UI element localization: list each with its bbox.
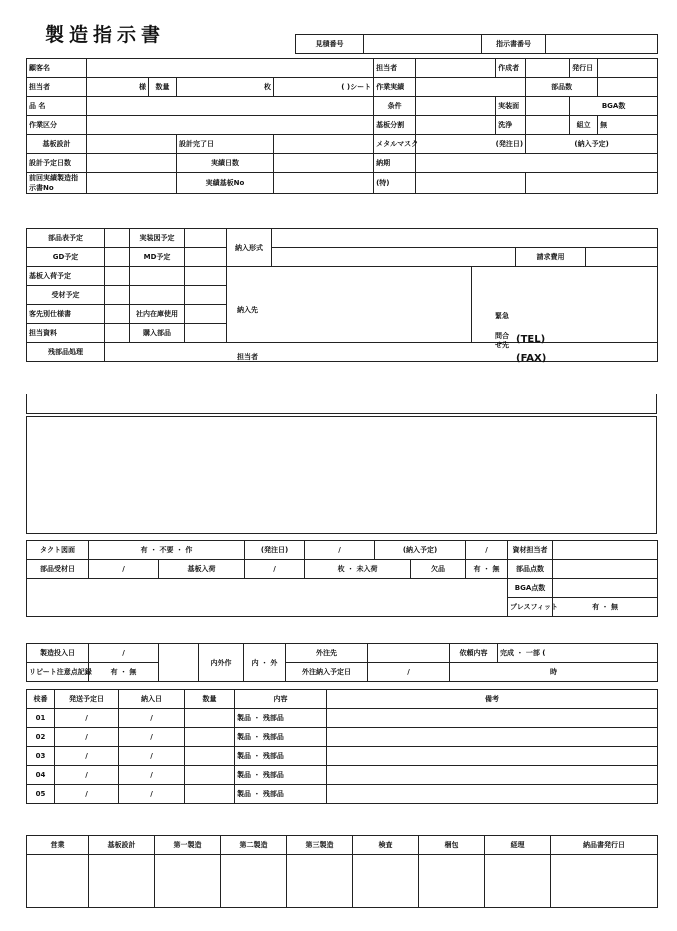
board-arrival-label: 基板入荷予定	[27, 267, 105, 286]
form-title: 製造指示書	[45, 24, 166, 46]
deadline-field[interactable]	[416, 154, 658, 173]
metal-mask-label: メタルマスク	[374, 135, 416, 154]
special-field-1[interactable]	[416, 173, 526, 194]
quantity-field[interactable]	[185, 728, 235, 747]
order-number-label: 指示書番号	[482, 35, 546, 54]
request-options[interactable]: 完成 ・ 一部 (	[498, 644, 658, 663]
stamp-packing[interactable]	[419, 855, 485, 908]
assembly-none[interactable]: 無	[598, 116, 658, 135]
tact-drawing-options[interactable]: 有 ・ 不要 ・ 作	[89, 541, 245, 560]
customer-field[interactable]	[87, 59, 374, 78]
row-number: 02	[27, 728, 55, 747]
previous-order-field[interactable]	[87, 173, 177, 194]
row-number: 05	[27, 785, 55, 804]
product-name-field[interactable]	[87, 97, 374, 116]
cleaning-label: 洗浄	[496, 116, 526, 135]
ship-date-field[interactable]: /	[55, 766, 119, 785]
materials-person-label-2: 資材担当者	[508, 541, 553, 560]
materials-label: 受材予定	[27, 286, 105, 305]
person-field[interactable]	[416, 59, 496, 78]
delivery-date-field[interactable]: /	[119, 709, 185, 728]
board-arrival-field-2[interactable]	[130, 267, 185, 286]
product-name-label: 品 名	[27, 97, 87, 116]
subcontract-delivery-field[interactable]: /	[368, 663, 450, 682]
ship-date-field[interactable]: /	[55, 709, 119, 728]
subcontract-delivery-label: 外注納入予定日	[286, 663, 368, 682]
contact-label: 担当者	[27, 78, 87, 97]
content-options[interactable]: 製品 ・ 残部品	[235, 766, 327, 785]
content-options[interactable]: 製品 ・ 残部品	[235, 747, 327, 766]
materials-person-field[interactable]	[105, 324, 130, 343]
repeat-notes-options[interactable]: 有 ・ 無	[89, 663, 159, 682]
approval-mfg-1: 第一製造	[155, 836, 221, 855]
delivery-date-field[interactable]: /	[119, 728, 185, 747]
board-split-label: 基板分割	[374, 116, 416, 135]
tact-delivery: (納入予定)	[375, 541, 466, 560]
pressfit-options[interactable]: 有 ・ 無	[553, 598, 658, 617]
cleaning-field[interactable]	[526, 116, 570, 135]
creator-field[interactable]	[526, 59, 570, 78]
remarks-field[interactable]	[327, 709, 658, 728]
in-out-options[interactable]: 内 ・ 外	[244, 644, 286, 682]
col-header-delivery-date: 納入日	[119, 690, 185, 709]
sheet-unit: 枚	[177, 78, 274, 97]
tel-label: (TEL)	[516, 334, 546, 345]
materials-field-2[interactable]	[130, 286, 185, 305]
stamp-inspection[interactable]	[353, 855, 419, 908]
quantity-field[interactable]	[185, 747, 235, 766]
parts-list-field[interactable]	[105, 229, 130, 248]
request-label: 依頼内容	[450, 644, 498, 663]
table-row	[27, 785, 658, 804]
board-arrival-sheets[interactable]: 枚 ・ 未入荷	[305, 560, 411, 579]
lower-info-table	[26, 540, 658, 617]
actual-board-field[interactable]	[274, 173, 374, 194]
approval-header-row	[27, 836, 658, 855]
customer-spec-field[interactable]	[105, 305, 130, 324]
middle-schedule-table	[26, 228, 658, 362]
purchased-parts-field[interactable]	[185, 324, 227, 343]
remarks-field[interactable]	[327, 747, 658, 766]
col-header-remarks: 備考	[327, 690, 658, 709]
bga-points-label: BGA点数	[508, 579, 553, 598]
materials-field-3[interactable]	[185, 286, 227, 305]
special-label: (特)	[374, 173, 416, 194]
header-number-table	[295, 34, 658, 54]
approval-sales: 営業	[27, 836, 89, 855]
delivery-destination-label: 納入先	[237, 306, 258, 314]
purchased-parts-label: 購入部品	[130, 324, 185, 343]
materials-person-field-2[interactable]	[553, 541, 658, 560]
col-header-content: 内容	[235, 690, 327, 709]
billing-field[interactable]	[586, 248, 658, 267]
stamp-mfg-1[interactable]	[155, 855, 221, 908]
board-design-label: 基板設計	[27, 135, 87, 154]
delivery-format-label: 納入形式	[227, 229, 272, 267]
quantity-field[interactable]	[185, 709, 235, 728]
subcontractor-field[interactable]	[368, 644, 450, 663]
stamp-mfg-2[interactable]	[221, 855, 287, 908]
production-start-field[interactable]: /	[89, 644, 159, 663]
actual-board-label: 実績基板No	[177, 173, 274, 194]
mount-drawing-label: 実装図予定	[130, 229, 185, 248]
delivery-date-field[interactable]: /	[119, 785, 185, 804]
deadline-label: 納期	[374, 154, 416, 173]
note-line[interactable]	[26, 394, 657, 414]
stamp-mfg-3[interactable]	[287, 855, 353, 908]
md-field[interactable]	[185, 248, 227, 267]
honorific: 様	[87, 78, 149, 97]
design-days-field[interactable]	[87, 154, 177, 173]
materials-field-1[interactable]	[105, 286, 130, 305]
special-field-2[interactable]	[526, 173, 658, 194]
condition-field[interactable]	[416, 97, 496, 116]
part-count-field[interactable]	[598, 78, 658, 97]
parts-list-label: 部品表予定	[27, 229, 105, 248]
subcontractor-label: 外注先	[286, 644, 368, 663]
parts-received-field[interactable]: /	[89, 560, 159, 579]
stamp-board-design[interactable]	[89, 855, 155, 908]
board-split-field[interactable]	[416, 116, 496, 135]
quantity-label: 数量	[149, 78, 177, 97]
board-arrival-label-2: 基板入荷	[159, 560, 245, 579]
table-row	[27, 766, 658, 785]
production-start-extra[interactable]	[159, 644, 199, 682]
approval-board-design: 基板設計	[89, 836, 155, 855]
issue-date-label: 発行日	[570, 59, 598, 78]
delivery-address-area[interactable]	[227, 267, 472, 343]
remarks-field[interactable]	[327, 766, 658, 785]
work-category-field[interactable]	[87, 116, 374, 135]
approval-accounting: 経理	[485, 836, 551, 855]
urgent-label: 緊急	[495, 312, 509, 320]
materials-person-label: 担当資料	[27, 324, 105, 343]
fax-label: (FAX)	[516, 353, 547, 364]
creator-label: 作成者	[496, 59, 526, 78]
upper-info-table	[26, 58, 658, 194]
issue-date-field[interactable]	[598, 59, 658, 78]
design-complete-label: 設計完了日	[177, 135, 274, 154]
inhouse-stock-field[interactable]	[185, 305, 227, 324]
sheet-count: ( )シート	[274, 78, 374, 97]
tact-slash-2[interactable]: /	[466, 541, 508, 560]
delivery-date-field[interactable]: /	[119, 747, 185, 766]
bga-points-field[interactable]	[553, 579, 658, 598]
col-header-branch: 枝番	[27, 690, 55, 709]
delivery-date-field[interactable]: /	[119, 766, 185, 785]
shortage-options[interactable]: 有 ・ 無	[466, 560, 508, 579]
part-points-field[interactable]	[553, 560, 658, 579]
approval-stamp-table	[26, 835, 658, 908]
tact-slash-1[interactable]: /	[305, 541, 375, 560]
row-number: 03	[27, 747, 55, 766]
leftover-parts-label: 残部品処理	[27, 343, 105, 362]
design-days-label: 設計予定日数	[27, 154, 87, 173]
gd-label: GD予定	[27, 248, 105, 267]
tact-drawing-label: タクト図面	[27, 541, 89, 560]
delivery-format-field[interactable]	[272, 229, 658, 248]
delivery-person-label: 担当者	[237, 353, 258, 361]
ship-date-field[interactable]: /	[55, 747, 119, 766]
in-out-label: 内外作	[199, 644, 244, 682]
content-options[interactable]: 製品 ・ 残部品	[235, 709, 327, 728]
work-category-label: 作業区分	[27, 116, 87, 135]
board-arrival-date[interactable]: /	[245, 560, 305, 579]
ship-date-field[interactable]: /	[55, 785, 119, 804]
table-row	[27, 709, 658, 728]
col-header-quantity: 数量	[185, 690, 235, 709]
subcontract-time: 時	[450, 663, 658, 682]
stamp-sales[interactable]	[27, 855, 89, 908]
mount-side-label: 実装面	[496, 97, 526, 116]
quantity-field[interactable]	[185, 766, 235, 785]
leftover-parts-field[interactable]	[105, 343, 658, 362]
items-header-row	[27, 690, 658, 709]
board-arrival-field-3[interactable]	[185, 267, 227, 286]
notes-area[interactable]	[26, 416, 657, 534]
row-number: 01	[27, 709, 55, 728]
stamp-accounting[interactable]	[485, 855, 551, 908]
items-table	[26, 689, 658, 804]
manufacturing-table	[26, 643, 658, 682]
bga-count-label: BGA数	[570, 97, 658, 116]
quote-number-field[interactable]	[364, 35, 482, 54]
quantity-field[interactable]	[185, 785, 235, 804]
board-arrival-field-1[interactable]	[105, 267, 130, 286]
production-start-label: 製造投入日	[27, 644, 89, 663]
content-options[interactable]: 製品 ・ 残部品	[235, 785, 327, 804]
approval-inspection: 検査	[353, 836, 419, 855]
assembly-label: 組立	[570, 116, 598, 135]
remarks-field[interactable]	[327, 728, 658, 747]
md-label: MD予定	[130, 248, 185, 267]
approval-mfg-3: 第三製造	[287, 836, 353, 855]
row-number: 04	[27, 766, 55, 785]
approval-packing: 梱包	[419, 836, 485, 855]
mount-drawing-field[interactable]	[185, 229, 227, 248]
person-label: 担当者	[374, 59, 416, 78]
repeat-notes-label: リピート注意点記録	[27, 663, 89, 682]
metal-mask-delivery: (納入予定)	[526, 135, 658, 154]
pressfit-label: プレスフィット	[508, 598, 553, 617]
billing-label: 請求費用	[516, 248, 586, 267]
actual-days-field[interactable]	[274, 154, 374, 173]
inhouse-stock-label: 社内在庫使用	[130, 305, 185, 324]
table-row	[27, 747, 658, 766]
work-results-label: 作業実績	[374, 78, 416, 97]
approval-mfg-2: 第二製造	[221, 836, 287, 855]
design-complete-field[interactable]	[274, 135, 374, 154]
quote-number-label: 見積番号	[296, 35, 364, 54]
condition-label: 条件	[374, 97, 416, 116]
order-number-field[interactable]	[546, 35, 658, 54]
stamp-invoice-date[interactable]	[551, 855, 658, 908]
board-design-field[interactable]	[87, 135, 177, 154]
lower-blank-area[interactable]	[27, 579, 508, 617]
customer-spec-label: 客先別仕様書	[27, 305, 105, 324]
part-count-label: 部品数	[526, 78, 598, 97]
col-header-ship-date: 発送予定日	[55, 690, 119, 709]
inquiry-label: 問合せ先	[495, 332, 509, 349]
part-points-label: 部品点数	[508, 560, 553, 579]
mount-side-field[interactable]	[526, 97, 570, 116]
table-row	[27, 728, 658, 747]
actual-days-label: 実績日数	[177, 154, 274, 173]
gd-md-extra[interactable]	[272, 248, 516, 267]
ship-date-field[interactable]: /	[55, 728, 119, 747]
shortage-label: 欠品	[411, 560, 466, 579]
gd-field[interactable]	[105, 248, 130, 267]
parts-received-label: 部品受材日	[27, 560, 89, 579]
customer-label: 顧客名	[27, 59, 87, 78]
tact-order-date: (発注日)	[245, 541, 305, 560]
remarks-field[interactable]	[327, 785, 658, 804]
approval-invoice-date: 納品書発行日	[551, 836, 658, 855]
content-options[interactable]: 製品 ・ 残部品	[235, 728, 327, 747]
previous-order-label: 前回実績製造指示書No	[27, 173, 87, 194]
work-results-field[interactable]	[416, 78, 526, 97]
metal-mask-order-date: (発注日)	[416, 135, 526, 154]
